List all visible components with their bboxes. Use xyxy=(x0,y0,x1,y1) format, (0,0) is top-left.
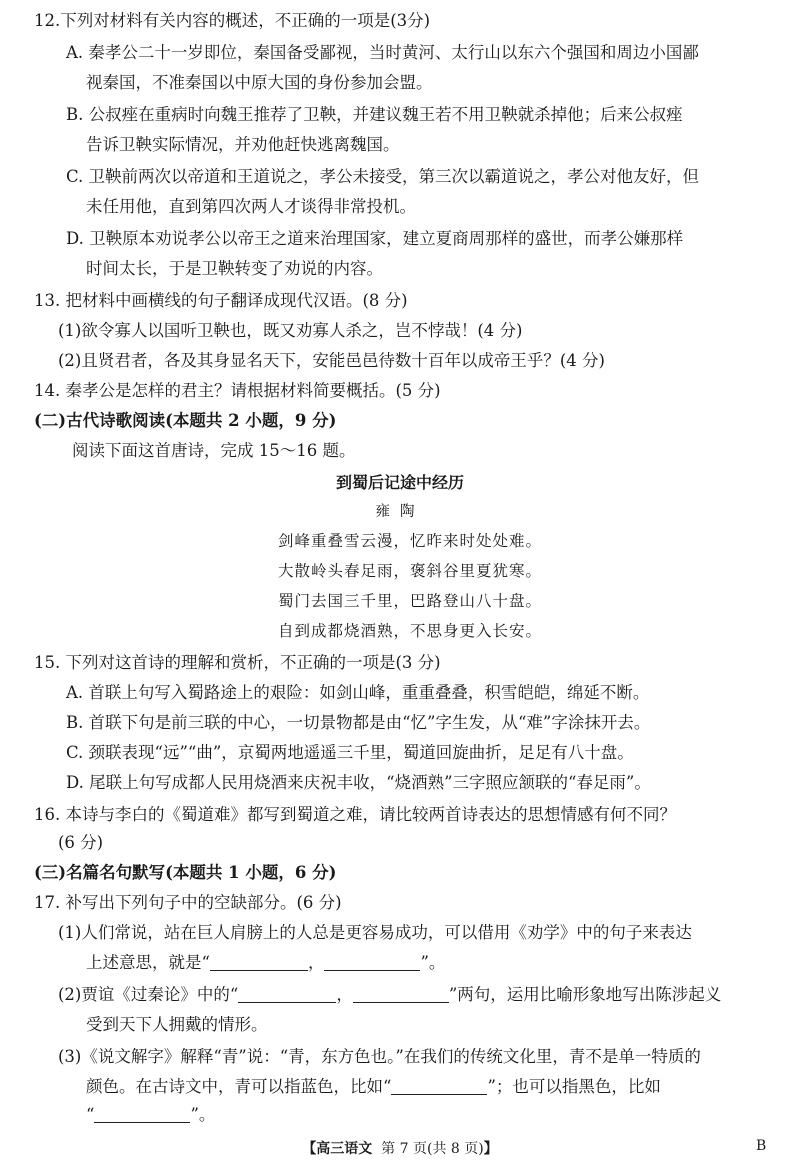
q14-stem: 14. 秦孝公是怎样的君主？请根据材料简要概括。(5 分) xyxy=(34,381,441,400)
section-2-heading: (二)古代诗歌阅读(本题共 2 小题，9 分) xyxy=(34,411,337,430)
footer-left-bracket: 【 xyxy=(302,1141,317,1157)
answer-blank-1[interactable] xyxy=(210,954,308,971)
poem-author: 雍陶 xyxy=(375,504,425,520)
q13-stem: 13. 把材料中画横线的句子翻译成现代汉语。(8 分) xyxy=(34,291,408,310)
q17-item2-line1 xyxy=(58,984,721,1006)
q13-sentence-1: (1)欲令寡人以国听卫鞅也，既又劝寡人杀之，岂不悖哉！(4 分) xyxy=(58,321,523,340)
q12-option-d-line2: 时间太长，于是卫鞅转变了劝说的内容。 xyxy=(86,259,383,278)
q12-option-a-line2: 视秦国，不准秦国以中原大国的身份参加会盟。 xyxy=(86,73,433,92)
poem-line-2: 大散岭头春足雨，褒斜谷里夏犹寒。 xyxy=(278,562,543,580)
q12-option-c-line2: 未任用他，直到第四次两人才谈得非常投机。 xyxy=(86,197,416,216)
poem-line-4: 自到成都烧酒熟，不思身更入长安。 xyxy=(278,622,543,640)
q17-stem: 17. 补写出下列句子中的空缺部分。(6 分) xyxy=(34,893,342,912)
q13-sentence-2: (2)且贤君者，各及其身显名天下，安能邑邑待数十百年以成帝王乎？(4 分) xyxy=(58,351,605,370)
q17-item3-open-quote: “ xyxy=(86,1105,95,1124)
q15-option-b: B. 首联下句是前三联的中心，一切景物都是由“忆”字生发，从“难”字涂抹开去。 xyxy=(66,713,651,732)
footer-page-number: 第 7 页(共 8 页) xyxy=(381,1141,484,1157)
q12-option-a-line1: A. 秦孝公二十一岁即位，秦国备受鄙视，当时黄河、太行山以东六个强国和周边小国鄙 xyxy=(66,43,699,62)
q17-item2-comma: ， xyxy=(336,985,353,1004)
footer-right-bracket: 】 xyxy=(483,1141,498,1157)
q12-option-b-line1: B. 公叔痤在重病时向魏王推荐了卫鞅，并建议魏王若不用卫鞅就杀掉他；后来公叔痤 xyxy=(66,105,683,124)
q17-item3-line2 xyxy=(86,1076,661,1098)
answer-blank-4[interactable] xyxy=(353,986,449,1003)
q17-item1-line2 xyxy=(86,952,445,974)
paper-version: B xyxy=(756,1138,767,1154)
footer-subject: 高三语文 xyxy=(316,1141,373,1157)
section-2-intro: 阅读下面这首唐诗，完成 15～16 题。 xyxy=(72,441,356,460)
answer-blank-5[interactable] xyxy=(391,1078,487,1095)
page-footer xyxy=(0,1138,800,1158)
poem-line-1: 剑峰重叠雪云漫，忆昨来时处处难。 xyxy=(278,532,543,550)
q17-item3-line3 xyxy=(86,1104,215,1126)
q15-stem: 15. 下列对这首诗的理解和赏析，不正确的一项是(3 分) xyxy=(34,653,441,672)
q15-option-a: A. 首联上句写入蜀路途上的艰险：如剑山峰，重重叠叠，积雪皑皑，绵延不断。 xyxy=(66,683,650,702)
q12-stem: 12.下列对材料有关内容的概述，不正确的一项是(3分) xyxy=(34,11,431,30)
q12-option-b-line2: 告诉卫鞅实际情况，并劝他赶快逃离魏国。 xyxy=(86,135,400,154)
q17-item1-prefix: 上述意思，就是“ xyxy=(86,953,210,972)
q17-item1-line1: (1)人们常说，站在巨人肩膀上的人总是更容易成功，可以借用《劝学》中的句子来表达 xyxy=(58,923,692,942)
q16-stem: 16. 本诗与李白的《蜀道难》都写到蜀道之难，请比较两首诗表达的思想情感有何不同？ xyxy=(34,805,676,824)
answer-blank-3[interactable] xyxy=(238,986,336,1003)
q12-option-d-line1: D. 卫鞅原本劝说孝公以帝王之道来治理国家，建立夏商周那样的盛世，而孝公嫌那样 xyxy=(66,229,684,248)
q17-item3-prefix: 颜色。在古诗文中，青可以指蓝色，比如“ xyxy=(86,1077,392,1096)
q17-item1-comma: ， xyxy=(307,953,325,972)
answer-blank-6[interactable] xyxy=(94,1106,190,1123)
q17-item2-suffix: ”两句，运用比喻形象地写出陈涉起义 xyxy=(448,985,722,1004)
q17-item3-suffix: ”；也可以指黑色，比如 xyxy=(487,1077,661,1096)
q17-item3-line1: (3)《说文解字》解释“青”说：“青，东方色也。”在我们的传统文化里，青不是单一特质的 xyxy=(58,1047,701,1066)
q15-option-d: D. 尾联上句写成都人民用烧酒来庆祝丰收，“烧酒熟”三字照应颔联的“春足雨”。 xyxy=(66,773,651,792)
q17-item3-close: ”。 xyxy=(190,1105,216,1124)
q17-item2-line2: 受到天下人拥戴的情形。 xyxy=(86,1015,268,1034)
section-3-heading: (三)名篇名句默写(本题共 1 小题，6 分) xyxy=(34,863,337,882)
q15-option-c: C. 颈联表现“远”“曲”，京蜀两地遥遥三千里，蜀道回旋曲折，足足有八十盘。 xyxy=(66,743,634,762)
q12-option-c-line1: C. 卫鞅前两次以帝道和王道说之，孝公未接受，第三次以霸道说之，孝公对他友好，但 xyxy=(66,167,700,186)
answer-blank-2[interactable] xyxy=(324,954,420,971)
q16-score: (6 分) xyxy=(58,833,104,852)
q17-item1-suffix: ”。 xyxy=(420,953,446,972)
poem-title: 到蜀后记途中经历 xyxy=(335,473,464,492)
q17-item2-prefix: (2)贾谊《过秦论》中的“ xyxy=(58,985,239,1004)
poem-line-3: 蜀门去国三千里，巴路登山八十盘。 xyxy=(278,592,543,610)
